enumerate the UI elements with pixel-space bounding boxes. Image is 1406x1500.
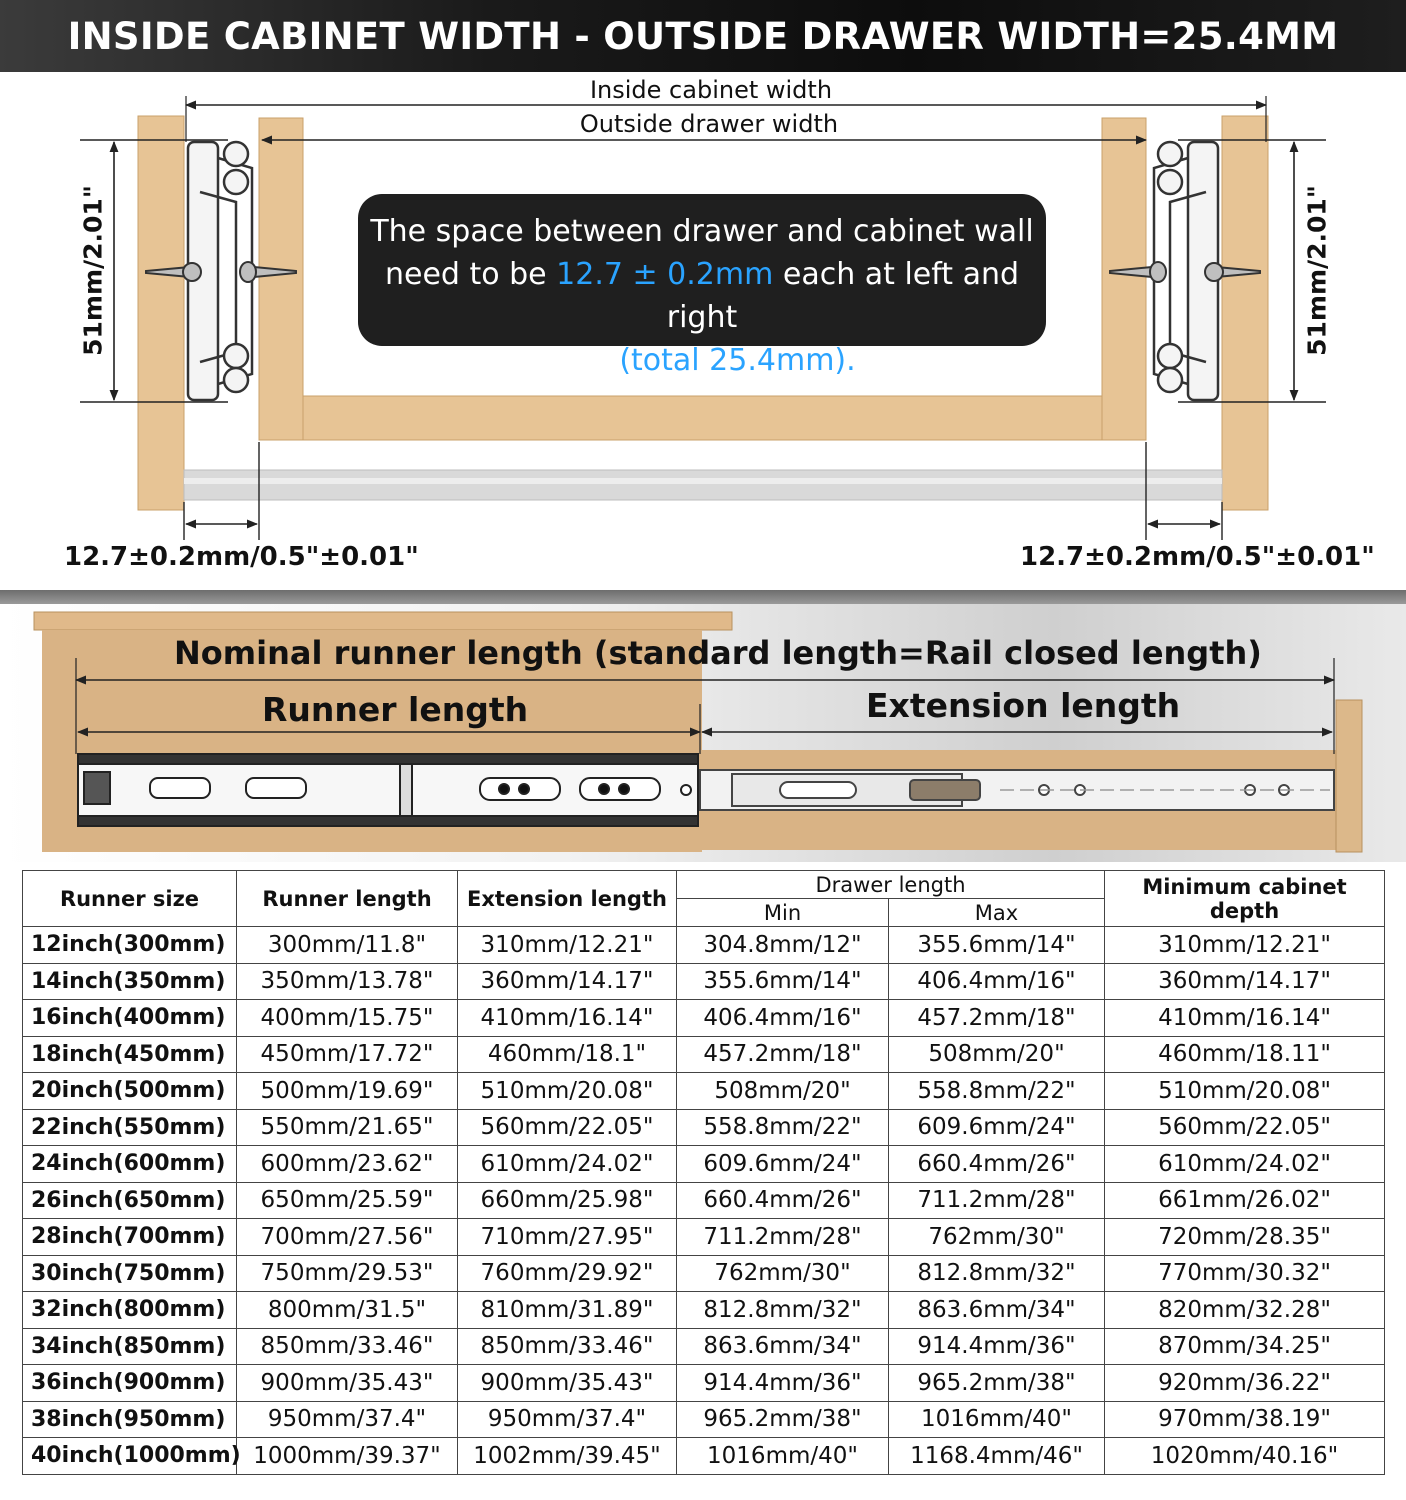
table-cell: 350mm/13.78" [237, 963, 458, 1000]
table-row [23, 1365, 1385, 1402]
table-cell: 970mm/38.19" [1105, 1401, 1385, 1438]
table-cell: 609.6mm/24" [677, 1146, 889, 1183]
table-cell: 870mm/34.25" [1105, 1328, 1385, 1365]
table-cell: 460mm/18.1" [458, 1036, 677, 1073]
table-cell: 700mm/27.56" [237, 1219, 458, 1256]
table-cell: 500mm/19.69" [237, 1073, 458, 1110]
table-cell: 965.2mm/38" [677, 1401, 889, 1438]
note-line-2: need to be 12.7 ± 0.2mm each at left and right [384, 257, 1020, 335]
table-cell: 34inch(850mm) [23, 1328, 237, 1365]
header-min: Min [677, 899, 889, 927]
runner-size-table [22, 870, 1385, 1475]
table-cell: 355.6mm/14" [889, 927, 1105, 964]
table-cell: 770mm/30.32" [1105, 1255, 1385, 1292]
table-row [23, 963, 1385, 1000]
table-cell: 660.4mm/26" [889, 1146, 1105, 1183]
table-cell: 1002mm/39.45" [458, 1438, 677, 1475]
table-row [23, 1438, 1385, 1475]
table-cell: 863.6mm/34" [677, 1328, 889, 1365]
table-cell: 850mm/33.46" [458, 1328, 677, 1365]
table-row [23, 1255, 1385, 1292]
table-row [23, 1292, 1385, 1329]
table-cell: 16inch(400mm) [23, 1000, 237, 1037]
table-cell: 950mm/37.4" [458, 1401, 677, 1438]
table-cell: 550mm/21.65" [237, 1109, 458, 1146]
table-row [23, 1109, 1385, 1146]
table-cell: 300mm/11.8" [237, 927, 458, 964]
table-cell: 406.4mm/16" [889, 963, 1105, 1000]
table-cell: 510mm/20.08" [458, 1073, 677, 1110]
table-cell: 32inch(800mm) [23, 1292, 237, 1329]
table-cell: 508mm/20" [677, 1073, 889, 1110]
inside-cabinet-width-label: Inside cabinet width [589, 76, 833, 104]
table-row [23, 1219, 1385, 1256]
table-cell: 12inch(300mm) [23, 927, 237, 964]
table-cell: 558.8mm/22" [889, 1073, 1105, 1110]
table-row [23, 1036, 1385, 1073]
table-cell: 560mm/22.05" [458, 1109, 677, 1146]
runner-length-label: Runner length [262, 690, 529, 729]
banner-title: INSIDE CABINET WIDTH - OUTSIDE DRAWER WIDTH=25.4MM [67, 14, 1339, 58]
table-cell: 800mm/31.5" [237, 1292, 458, 1329]
table-cell: 1020mm/40.16" [1105, 1438, 1385, 1475]
note-line-1: The space between drawer and cabinet wall [370, 214, 1034, 249]
table-cell: 914.4mm/36" [677, 1365, 889, 1402]
table-cell: 863.6mm/34" [889, 1292, 1105, 1329]
table-cell: 812.8mm/32" [889, 1255, 1105, 1292]
table-cell: 900mm/35.43" [237, 1365, 458, 1402]
cabinet-cross-section [0, 72, 1406, 590]
table-cell: 355.6mm/14" [677, 963, 889, 1000]
extended-inner-rail [700, 770, 1334, 810]
table-cell: 920mm/36.22" [1105, 1365, 1385, 1402]
drawer-bottom [303, 396, 1102, 440]
size-table-container [22, 870, 1384, 1475]
table-row [23, 927, 1385, 964]
table-cell: 820mm/32.28" [1105, 1292, 1385, 1329]
table-cell: 750mm/29.53" [237, 1255, 458, 1292]
table-cell: 965.2mm/38" [889, 1365, 1105, 1402]
header-drawer-length: Drawer length [677, 871, 1105, 899]
note-line-3: side (total 25.4mm). [548, 343, 856, 378]
table-cell: 762mm/30" [889, 1219, 1105, 1256]
table-cell: 20inch(500mm) [23, 1073, 237, 1110]
right-gap-label: 12.7±0.2mm/0.5"±0.01" [1020, 542, 1375, 572]
table-cell: 360mm/14.17" [458, 963, 677, 1000]
header-runner-size: Runner size [23, 871, 237, 927]
table-cell: 1016mm/40" [677, 1438, 889, 1475]
table-cell: 950mm/37.4" [237, 1401, 458, 1438]
table-cell: 28inch(700mm) [23, 1219, 237, 1256]
nominal-runner-length-label: Nominal runner length (standard length=Rail closed length) [174, 634, 1262, 672]
table-cell: 660.4mm/26" [677, 1182, 889, 1219]
table-cell: 812.8mm/32" [677, 1292, 889, 1329]
table-cell: 914.4mm/36" [889, 1328, 1105, 1365]
table-cell: 460mm/18.11" [1105, 1036, 1385, 1073]
table-cell: 457.2mm/18" [889, 1000, 1105, 1037]
table-cell: 558.8mm/22" [677, 1109, 889, 1146]
table-cell: 38inch(950mm) [23, 1401, 237, 1438]
table-cell: 304.8mm/12" [677, 927, 889, 964]
table-row [23, 1000, 1385, 1037]
table-cell: 510mm/20.08" [1105, 1073, 1385, 1110]
table-cell: 762mm/30" [677, 1255, 889, 1292]
left-cabinet-wall [138, 116, 184, 510]
runner-rail [78, 754, 698, 826]
title-banner [0, 0, 1406, 72]
table-cell: 1016mm/40" [889, 1401, 1105, 1438]
table-cell: 26inch(650mm) [23, 1182, 237, 1219]
spacing-note [358, 194, 1046, 378]
drawer-front-board [1336, 700, 1362, 852]
table-cell: 711.2mm/28" [677, 1219, 889, 1256]
table-cell: 450mm/17.72" [237, 1036, 458, 1073]
table-cell: 760mm/29.92" [458, 1255, 677, 1292]
right-height-label: 51mm/2.01" [1302, 185, 1332, 356]
table-cell: 18inch(450mm) [23, 1036, 237, 1073]
table-cell: 508mm/20" [889, 1036, 1105, 1073]
left-height-label: 51mm/2.01" [78, 185, 108, 356]
cabinet-top-board [34, 612, 732, 630]
table-cell: 410mm/16.14" [458, 1000, 677, 1037]
drawer-left-side [259, 118, 303, 440]
table-cell: 30inch(750mm) [23, 1255, 237, 1292]
table-cell: 310mm/12.21" [458, 927, 677, 964]
table-row [23, 1401, 1385, 1438]
table-body [23, 927, 1385, 1475]
header-runner-length: Runner length [237, 871, 458, 927]
table-row [23, 1146, 1385, 1183]
table-row [23, 1073, 1385, 1110]
extension-length-label: Extension length [866, 686, 1181, 725]
table-cell: 650mm/25.59" [237, 1182, 458, 1219]
drawer-right-side [1102, 118, 1146, 440]
section-divider [0, 590, 1406, 604]
table-cell: 360mm/14.17" [1105, 963, 1385, 1000]
table-cell: 720mm/28.35" [1105, 1219, 1385, 1256]
right-cabinet-wall [1222, 116, 1268, 510]
table-cell: 14inch(350mm) [23, 963, 237, 1000]
table-cell: 310mm/12.21" [1105, 927, 1385, 964]
table-cell: 1168.4mm/46" [889, 1438, 1105, 1475]
grey-shelf [184, 470, 1222, 500]
table-cell: 457.2mm/18" [677, 1036, 889, 1073]
table-cell: 711.2mm/28" [889, 1182, 1105, 1219]
table-cell: 810mm/31.89" [458, 1292, 677, 1329]
table-cell: 660mm/25.98" [458, 1182, 677, 1219]
table-cell: 850mm/33.46" [237, 1328, 458, 1365]
table-cell: 24inch(600mm) [23, 1146, 237, 1183]
table-cell: 410mm/16.14" [1105, 1000, 1385, 1037]
table-cell: 560mm/22.05" [1105, 1109, 1385, 1146]
left-gap-label: 12.7±0.2mm/0.5"±0.01" [64, 542, 419, 572]
table-cell: 36inch(900mm) [23, 1365, 237, 1402]
table-cell: 900mm/35.43" [458, 1365, 677, 1402]
table-cell: 610mm/24.02" [1105, 1146, 1385, 1183]
table-row [23, 1328, 1385, 1365]
header-min-cabinet-depth: Minimum cabinet depth [1105, 871, 1385, 927]
header-max: Max [889, 899, 1105, 927]
table-cell: 600mm/23.62" [237, 1146, 458, 1183]
table-cell: 400mm/15.75" [237, 1000, 458, 1037]
table-cell: 609.6mm/24" [889, 1109, 1105, 1146]
header-extension-length: Extension length [458, 871, 677, 927]
outside-drawer-width-label: Outside drawer width [579, 110, 839, 138]
runner-length-diagram [0, 604, 1406, 862]
table-cell: 40inch(1000mm) [23, 1438, 237, 1475]
table-cell: 661mm/26.02" [1105, 1182, 1385, 1219]
table-cell: 406.4mm/16" [677, 1000, 889, 1037]
table-cell: 610mm/24.02" [458, 1146, 677, 1183]
table-cell: 22inch(550mm) [23, 1109, 237, 1146]
table-cell: 710mm/27.95" [458, 1219, 677, 1256]
table-row [23, 1182, 1385, 1219]
table-cell: 1000mm/39.37" [237, 1438, 458, 1475]
